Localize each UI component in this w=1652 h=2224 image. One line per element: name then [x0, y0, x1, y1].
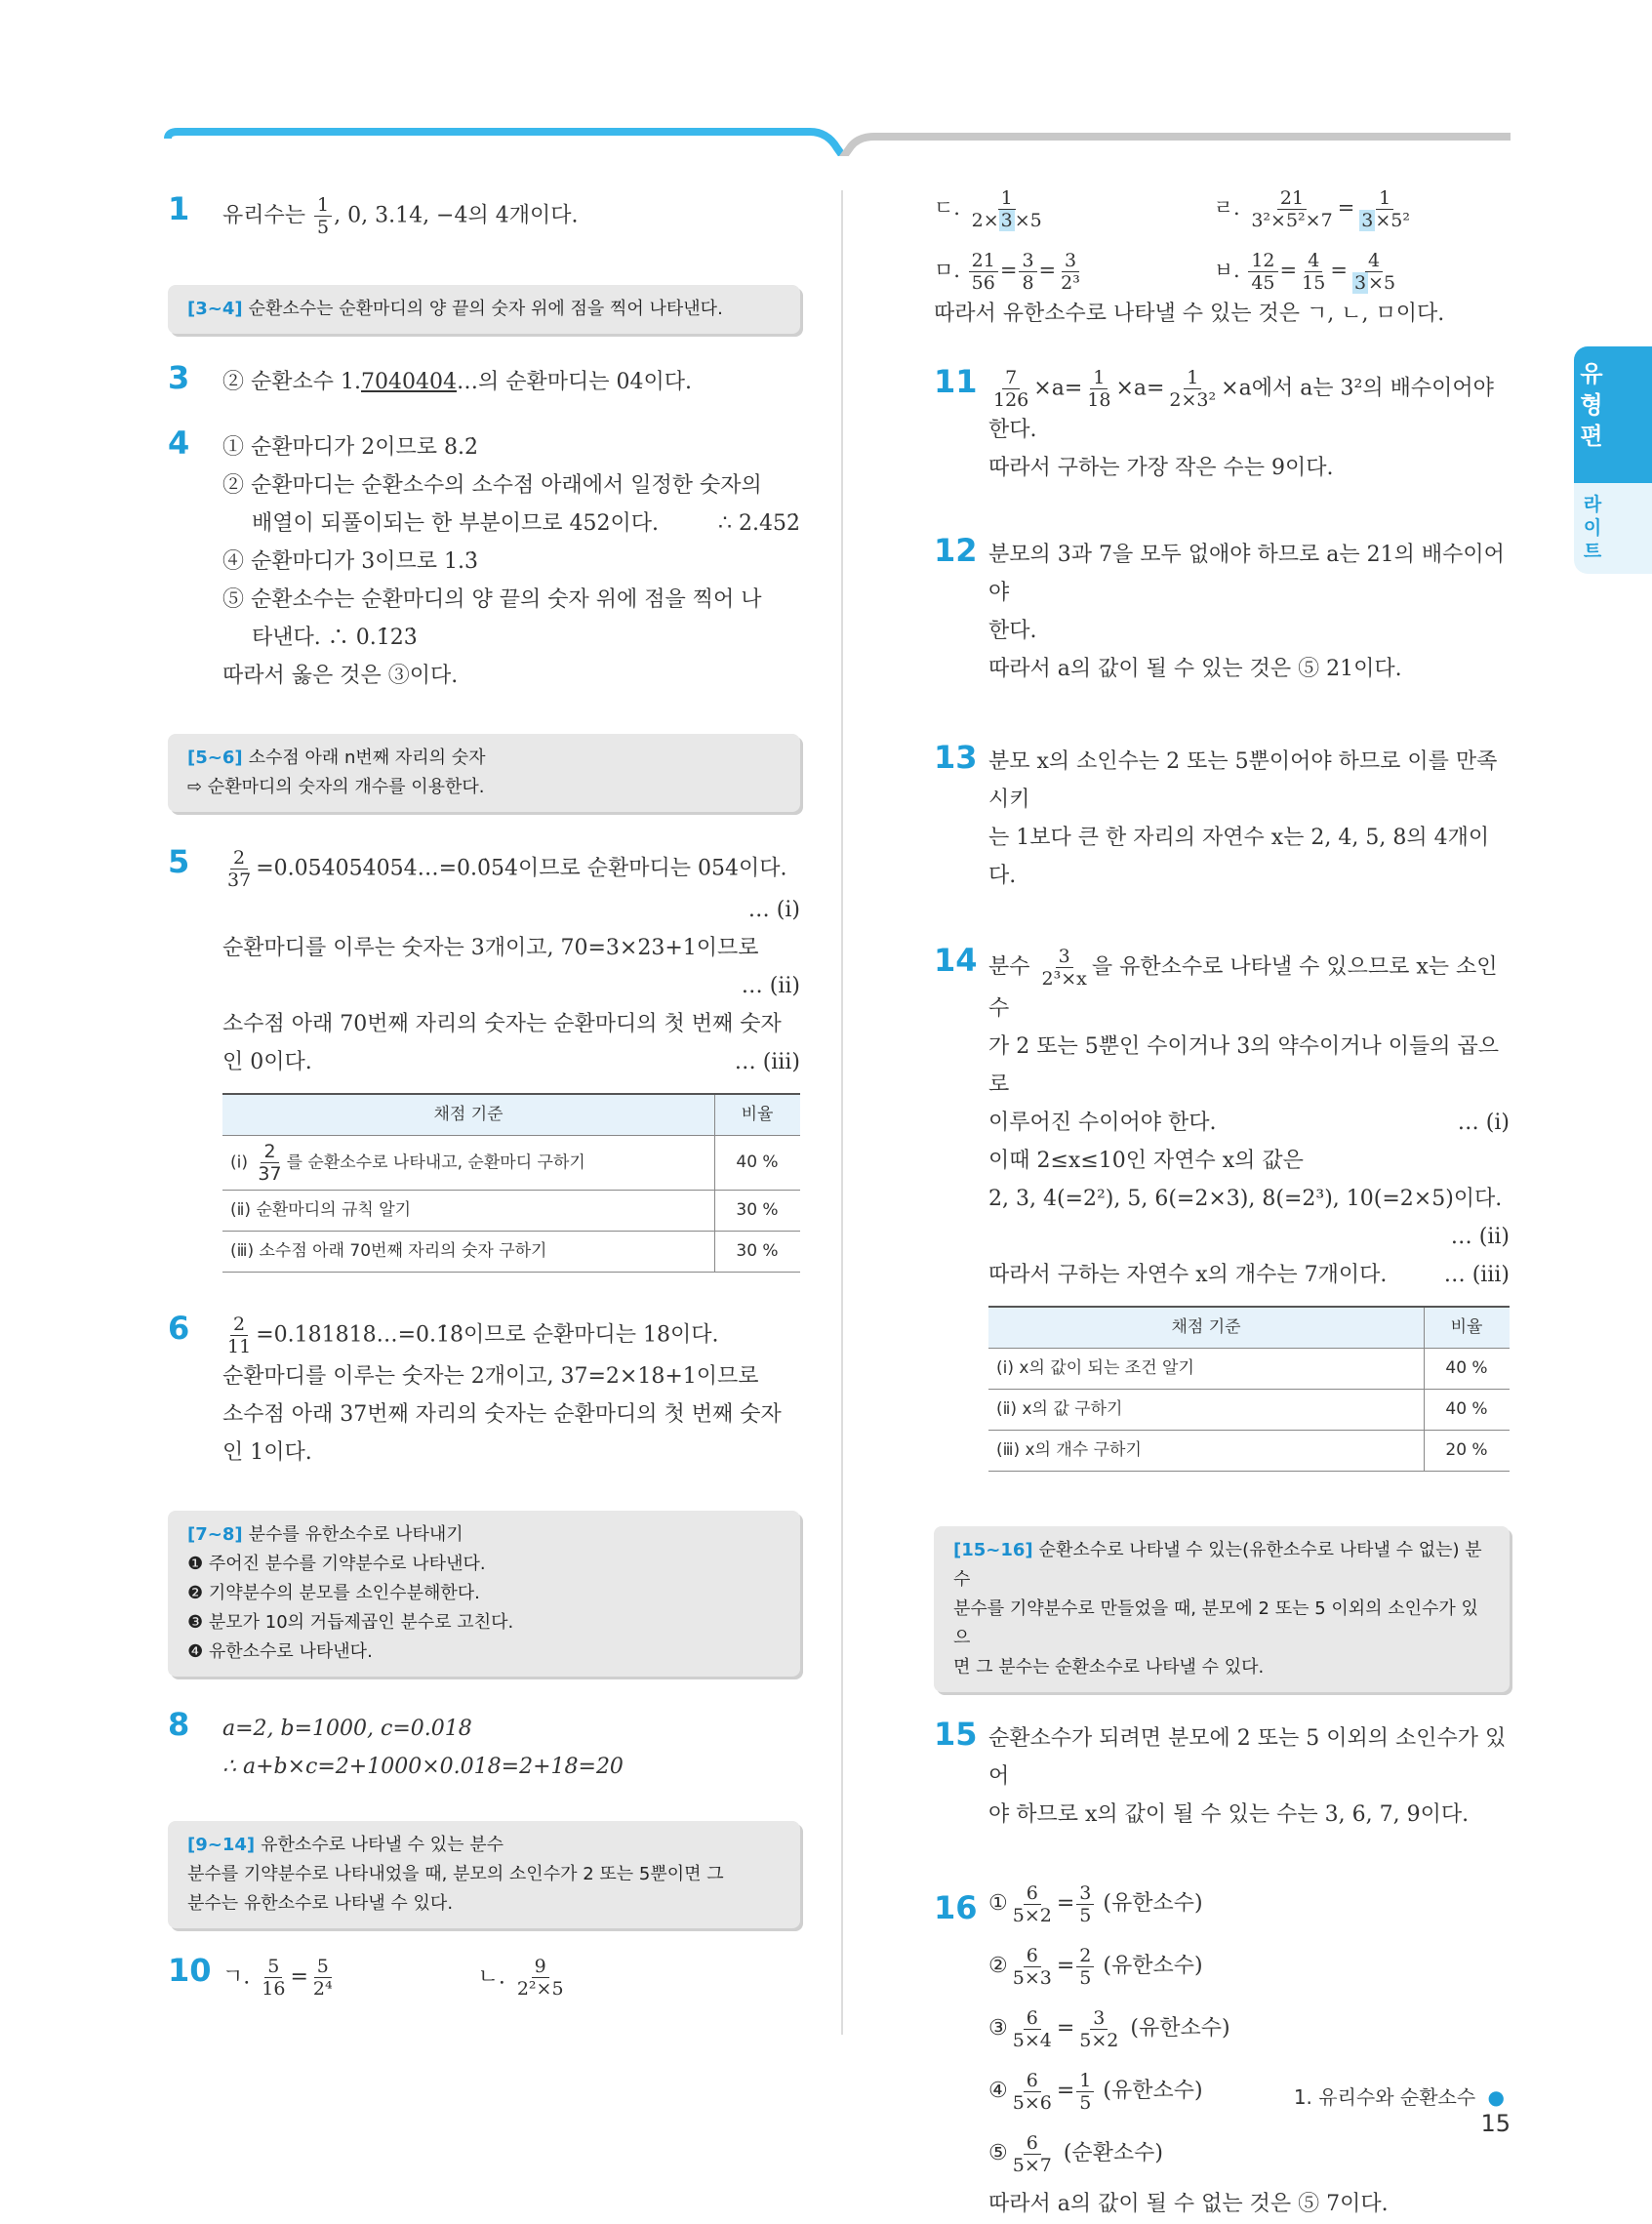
question-number: 6: [168, 1310, 190, 1347]
fraction: $\frac{1}{5}$: [314, 194, 332, 238]
column-divider: [841, 190, 843, 2035]
question-5: 5 $\frac{2}{37}$ =0.054054054…=0.0̇54̇이므로 순환마디는 054이다. … (ⅰ) 순환마디를 이루는 숫자는 3개이고, 70=3×23+1이므로 … (ⅱ) 소수점 아래 70번째 자리의 숫자는 순환마디의 첫 번째 숫자 인 0이다. … (ⅲ) 채점 기준 비율 (ⅰ) $\frac{2}{37}$ 를 순환소수로 나타내고, 순환마디 구하기 40 % (ⅱ) 순환마디의 규칙 알기 30 % (ⅲ) 소수점 아래 70번째 자리의 숫자 구하기 30 %: [168, 847, 800, 1273]
side-tab: [1574, 346, 1652, 574]
list-item: ⑤ $\frac{6}{5\times 7}$ (순환소수): [988, 2131, 1164, 2176]
step-marker: … (ⅱ): [1450, 1225, 1510, 1249]
question-number: 10: [168, 1952, 212, 1989]
question-16: 16 ① $\frac{6}{5\times 2}$ = $\frac{3}{5}$ (유한소수) ② $\frac{6}{5\times 3}$ = $\frac{2}{5}$ (유한소수) ③ $\frac{6}{5\times 4}$ = $\frac{3}{5\times 2}$ (유한소수) ④ $\frac{6}{5\times 6}$ = $\frac{1}{5}$ (유한소수) ⑤ $\frac{6}{5\times 7}$ (순환소수) 따라서 a의 값이 될 수 없는 것은 ⑤ 7이다.: [934, 1873, 1510, 2224]
tip-box: [3~4] 순환소수는 순환마디의 양 끝의 숫자 위에 점을 찍어 나타낸다.: [168, 285, 800, 334]
tip-box: [5~6] 소수점 아래 n번째 자리의 숫자 ⇨ 순환마디의 숫자의 개수를 이용한다.: [168, 734, 800, 812]
list-item: ① $\frac{6}{5\times 2}$ = $\frac{3}{5}$ (유한소수): [988, 1881, 1203, 1926]
question-3: 3 ② 순환소수 1.7040404…의 순환마디는 04이다.: [168, 359, 692, 396]
question-number: 16: [934, 1889, 978, 1926]
tip-box: [15~16] 순환소수로 나타낼 수 있는(유한소수로 나타낼 수 없는) 분수 분수를 기약분수로 만들었을 때, 분모에 2 또는 5 이외의 소인수가 있으 면 그 분수는 순환소수로 나타낼 수 있다.: [934, 1526, 1510, 1692]
tip-box: [9~14] 유한소수로 나타낼 수 있는 분수 분수를 기약분수로 나타내었을 때, 분모의 소인수가 2 또는 5뿐이면 그 분수는 유한소수로 나타낼 수 있다.: [168, 1821, 800, 1928]
question-number: 12: [934, 532, 978, 569]
header-rule: [0, 0, 1652, 156]
question-number: 1: [168, 190, 190, 227]
footer-dot: ●: [1487, 2085, 1505, 2109]
side-tab-top-label: 유형편: [1580, 360, 1603, 450]
tip-tag: [15~16]: [953, 1540, 1033, 1560]
step-marker: … (ⅱ): [741, 974, 800, 998]
question-number: 15: [934, 1716, 978, 1753]
grading-table: 채점 기준 비율 (ⅰ) $\frac{2}{37}$ 를 순환소수로 나타내고, 순환마디 구하기 40 % (ⅱ) 순환마디의 규칙 알기 30 % (ⅲ) 소수점 아래 70번째 자리의 숫자 구하기 30 %: [222, 1093, 800, 1273]
tip-box: [7~8] 분수를 유한소수로 나타내기 ❶ 주어진 분수를 기약분수로 나타낸다. ❷ 기약분수의 분모를 소인수분해한다. ❸ 분모가 10의 거듭제곱인 분수로 고친다. ❹ 유한소수로 나타낸다.: [168, 1511, 800, 1677]
repeating-digits: 7040404: [361, 370, 457, 394]
question-1: 1 유리수는 $\frac{1}{5}$ , 0, 3.14, −4의 4개이다.: [168, 190, 579, 238]
grading-table: 채점 기준 비율 (ⅰ) x의 값이 되는 조건 알기 40 % (ⅱ) x의 값 구하기 40 % (ⅲ) x의 개수 구하기 20 %: [988, 1306, 1510, 1472]
question-13: 13 분모 x의 소인수는 2 또는 5뿐이어야 하므로 이를 만족시키 는 1보다 큰 한 자리의 자연수 x는 2, 4, 5, 8의 4개이다.: [934, 739, 1498, 888]
question-6: 6 $\frac{2}{11}$ =0.181818…=0.1̇8̇이므로 순환마디는 18이다. 순환마디를 이루는 숫자는 2개이고, 37=2×18+1이므로 소수점 아래 37번째 자리의 숫자는 순환마디의 첫 번째 숫자 인 1이다.: [168, 1310, 782, 1465]
step-marker: … (ⅲ): [734, 1050, 800, 1074]
question-11: 11 $\frac{7}{126}$ ×a= $\frac{1}{18}$ ×a= $\frac{1}{\text{2×3²}}$ ×a에서 a는 3²의 배수이어야 한다. 따라서 구하는 가장 작은 수는 9이다.: [934, 363, 1494, 480]
step-marker: … (ⅰ): [747, 898, 800, 922]
question-number: 4: [168, 425, 190, 462]
question-10-cont: ㄷ. $\frac{1}{2\times 3 \times 5}$ ㄹ. $\frac{21}{\text{3²×5²×7}}$ = $\frac{1}{\text{3 ×5²}}$ ㅁ. $\frac{21}{56}$ = $\frac{3}{8}$ = $\frac{3}{\text{2³}}$ ㅂ. $\frac{12}{45}$ = $\frac{4}{15}$ = $\frac{4}{3 \times 5}$ 따라서 유한소수로 나타낼 수 있는 것은 ㄱ, ㄴ, ㅁ이다.: [934, 187, 1445, 326]
question-number: 13: [934, 739, 978, 776]
tip-tag: [9~14]: [187, 1835, 256, 1855]
tip-tag: [7~8]: [187, 1524, 243, 1545]
question-number: 14: [934, 942, 978, 979]
fraction: $\frac{2}{37}$: [227, 847, 252, 891]
question-12: 12 분모의 3과 7을 모두 없애야 하므로 a는 21의 배수이어야 한다. 따라서 a의 값이 될 수 있는 것은 ⑤ 21이다.: [934, 532, 1505, 681]
question-number: 3: [168, 359, 190, 396]
question-10: 10 ㄱ. $\frac{5}{16}$ = $\frac{5}{\text{2⁴}}$ ㄴ. $\frac{9}{\text{2²×5}}$: [168, 1952, 564, 2000]
page-number: 15: [1480, 2110, 1511, 2137]
tip-tag: [3~4]: [187, 299, 243, 319]
step-marker: … (ⅰ): [1457, 1111, 1510, 1135]
list-item: ② $\frac{6}{5\times 3}$ = $\frac{2}{5}$ (유한소수): [988, 1944, 1203, 1989]
question-number: 11: [934, 363, 978, 400]
question-14: 14 분수 $\frac{3}{\text{2³×x}}$ 을 유한소수로 나타낼 수 있으므로 x는 소인수 가 2 또는 5뿐인 수이거나 3의 약수이거나 이들의 곱으로 이루어진 수이어야 한다. … (ⅰ) 이때 2≤x≤10인 자연수 x의 값은 2, 3, 4(=2²), 5, 6(=2×3), 8(=2³), 10(=2×5)이다. … (ⅱ) 따라서 구하는 자연수 x의 개수는 7개이다. … (ⅲ) 채점 기준 비율 (ⅰ) x의 값이 되는 조건 알기 40 % (ⅱ) x의 값 구하기 40 % (ⅲ) x의 개수 구하기 20 %: [934, 946, 1510, 1472]
right-column: [934, 187, 1510, 2224]
page-footer: [1269, 2082, 1511, 2137]
side-tab-bottom-label: 라이트: [1583, 494, 1602, 562]
list-item: ④ $\frac{6}{5\times 6}$ = $\frac{1}{5}$ (유한소수): [988, 2069, 1203, 2114]
footer-title: 1. 유리수와 순환소수: [1293, 2085, 1476, 2109]
fraction: $\frac{2}{11}$: [227, 1314, 252, 1357]
left-column: [168, 181, 800, 2000]
question-number: 5: [168, 843, 190, 880]
question-number: 8: [168, 1706, 190, 1743]
question-8: 8 a=2, b=1000, c=0.018 ∴ a+b×c=2+1000×0.018=2+18=20: [168, 1706, 624, 1779]
question-15: 15 순환소수가 되려면 분모에 2 또는 5 이외의 소인수가 있어 야 하므로 x의 값이 될 수 있는 수는 3, 6, 7, 9이다.: [934, 1716, 1507, 1827]
tip-tag: [5~6]: [187, 748, 243, 768]
question-4: 4 ① 순환마디가 2이므로 8.2̇ ② 순환마디는 순환소수의 소수점 아래에서 일정한 숫자의 배열이 되풀이되는 한 부분이므로 452이다. ∴ 2.4̇52̇ ④ 순환마디가 3이므로 1.3̇ ⑤ 순환소수는 순환마디의 양 끝의 숫자 위에 점을 찍어 나 타낸다. ∴ 0.1̇23̇ 따라서 옳은 것은 ③이다.: [168, 425, 800, 688]
list-item: ③ $\frac{6}{5\times 4}$ = $\frac{3}{5\times 2}$ (유한소수): [988, 2006, 1230, 2051]
step-marker: … (ⅲ): [1443, 1263, 1510, 1287]
